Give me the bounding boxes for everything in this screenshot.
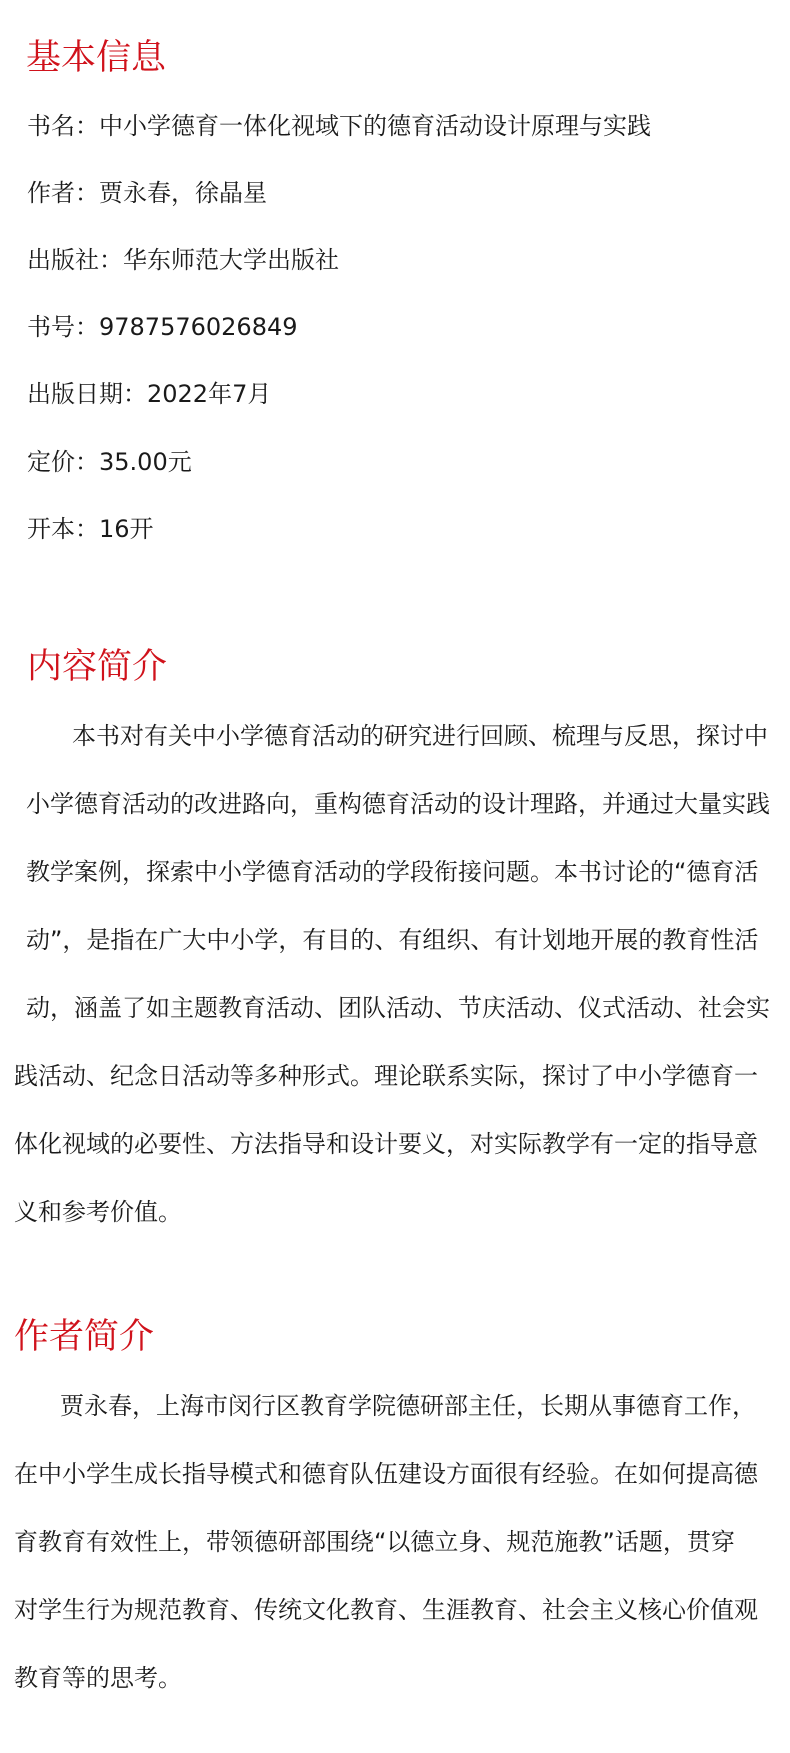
info-value: 16开 [99, 515, 154, 543]
summary-line: 动”，是指在广大中小学，有目的、有组织、有计划地开展的教育性活 [26, 926, 759, 954]
author-intro-line: 育教育有效性上，带领德研部围绕“以德立身、规范施教”话题，贯穿 [14, 1528, 735, 1556]
info-value: 贾永春，徐晶星 [99, 179, 267, 207]
author-intro-line: 对学生行为规范教育、传统文化教育、生涯教育、社会主义核心价值观 [14, 1596, 758, 1624]
info-author [27, 177, 267, 209]
info-value: 35.00元 [99, 448, 192, 476]
author-intro-line: 教育等的思考。 [14, 1664, 182, 1692]
summary-line: 体化视域的必要性、方法指导和设计要义，对实际教学有一定的指导意 [14, 1130, 758, 1158]
basic-info-heading: 基本信息 [26, 38, 167, 78]
author-intro-line: 贾永春，上海市闵行区教育学院德研部主任，长期从事德育工作， [60, 1392, 756, 1420]
author-intro-heading: 作者简介 [14, 1317, 155, 1357]
info-format [27, 513, 154, 545]
author-intro-paragraph [0, 1372, 790, 1712]
author-intro-line: 在中小学生成长指导模式和德育队伍建设方面很有经验。在如何提高德 [14, 1460, 758, 1488]
summary-line: 教学案例，探索中小学德育活动的学段衔接问题。本书讨论的“德育活 [26, 858, 759, 886]
info-price [27, 446, 192, 478]
summary-paragraph [0, 702, 790, 1246]
summary-line: 本书对有关中小学德育活动的研究进行回顾、梳理与反思，探讨中 [72, 722, 768, 750]
info-label: 开本： [27, 515, 99, 543]
info-value: 中小学德育一体化视域下的德育活动设计原理与实践 [99, 112, 651, 140]
summary-line: 义和参考价值。 [14, 1198, 182, 1226]
summary-line: 践活动、纪念日活动等多种形式。理论联系实际，探讨了中小学德育一 [14, 1062, 758, 1090]
info-publish-date [27, 378, 271, 410]
info-book-title [27, 110, 651, 142]
summary-heading: 内容简介 [27, 647, 168, 687]
info-value: 2022年7月 [147, 380, 272, 408]
info-label: 作者： [27, 179, 99, 207]
info-isbn [27, 311, 298, 343]
summary-line: 小学德育活动的改进路向，重构德育活动的设计理路，并通过大量实践 [26, 790, 770, 818]
info-label: 出版社： [27, 246, 123, 274]
summary-line: 动，涵盖了如主题教育活动、团队活动、节庆活动、仪式活动、社会实 [26, 994, 770, 1022]
info-label: 出版日期： [27, 380, 147, 408]
info-label: 书名： [27, 112, 99, 140]
info-publisher [27, 244, 339, 276]
info-value: 华东师范大学出版社 [123, 246, 339, 274]
info-value: 9787576026849 [99, 313, 298, 341]
info-label: 书号： [27, 313, 99, 341]
info-label: 定价： [27, 448, 99, 476]
